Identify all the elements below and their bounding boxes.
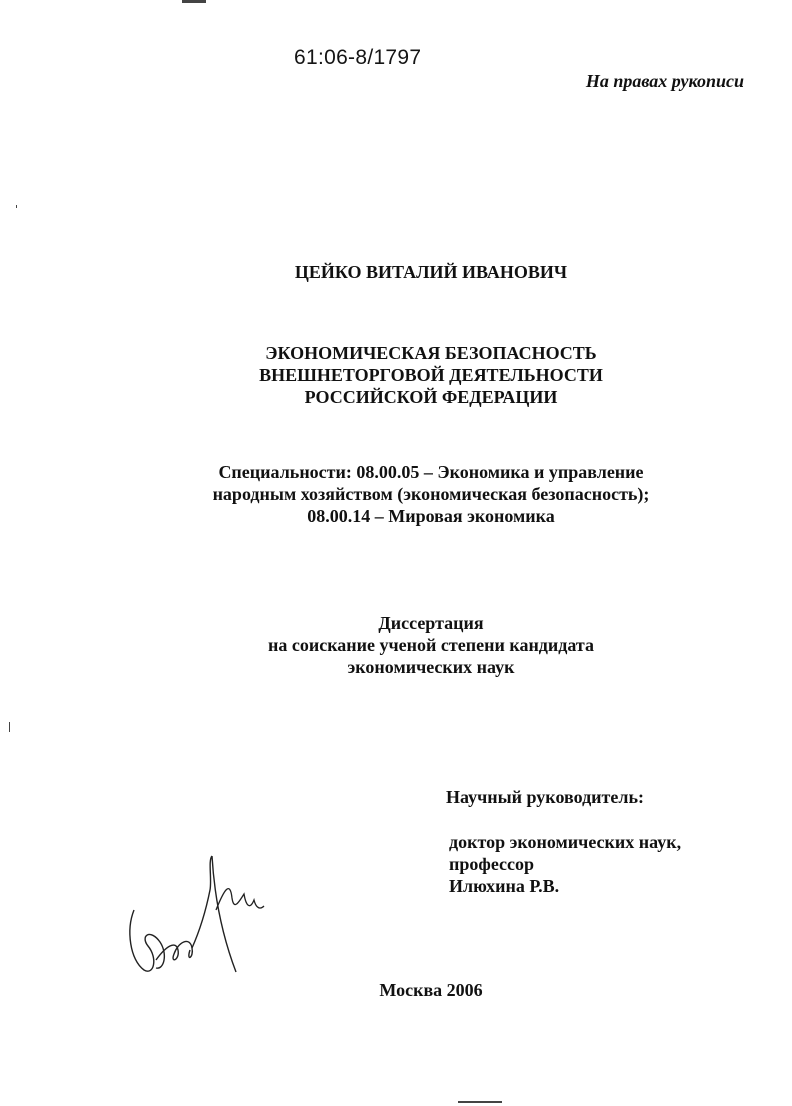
supervisor-line: профессор [449,854,535,874]
handwritten-signature [120,850,280,990]
degree-line: экономических наук [347,657,515,677]
author-name: ЦЕЙКО ВИТАЛИЙ ИВАНОВИЧ [294,262,568,282]
specialty-line: Специальности: 08.00.05 – Экономика и управление [218,462,644,482]
supervisor-info [449,831,681,897]
title-line: РОССИЙСКОЙ ФЕДЕРАЦИИ [304,387,558,407]
supervisor-line: Илюхина Р.В. [449,876,560,896]
scan-mark-left [16,205,17,208]
city-year: Москва 2006 [379,980,483,1000]
supervisor-line: доктор экономических наук, [449,832,682,852]
supervisor-label: Научный руководитель: [446,787,644,807]
scan-mark-left-2 [9,722,10,732]
scan-mark-bottom [458,1101,502,1103]
degree-line: Диссертация [378,613,484,633]
specialty-line: 08.00.14 – Мировая экономика [307,506,555,526]
title-line: ВНЕШНЕТОРГОВОЙ ДЕЯТЕЛЬНОСТИ [259,365,603,385]
title-line: ЭКОНОМИЧЕСКАЯ БЕЗОПАСНОСТЬ [265,343,597,363]
scan-mark-top [182,0,206,3]
specialty-line: народным хозяйством (экономическая безопасность); [212,484,650,504]
dissertation-title [0,342,792,408]
rights-note: На правах рукописи [585,71,744,91]
degree-statement [0,612,792,678]
degree-line: на соискание ученой степени кандидата [267,635,594,655]
specialties [0,461,792,527]
document-code: 61:06-8/1797 [294,46,422,69]
